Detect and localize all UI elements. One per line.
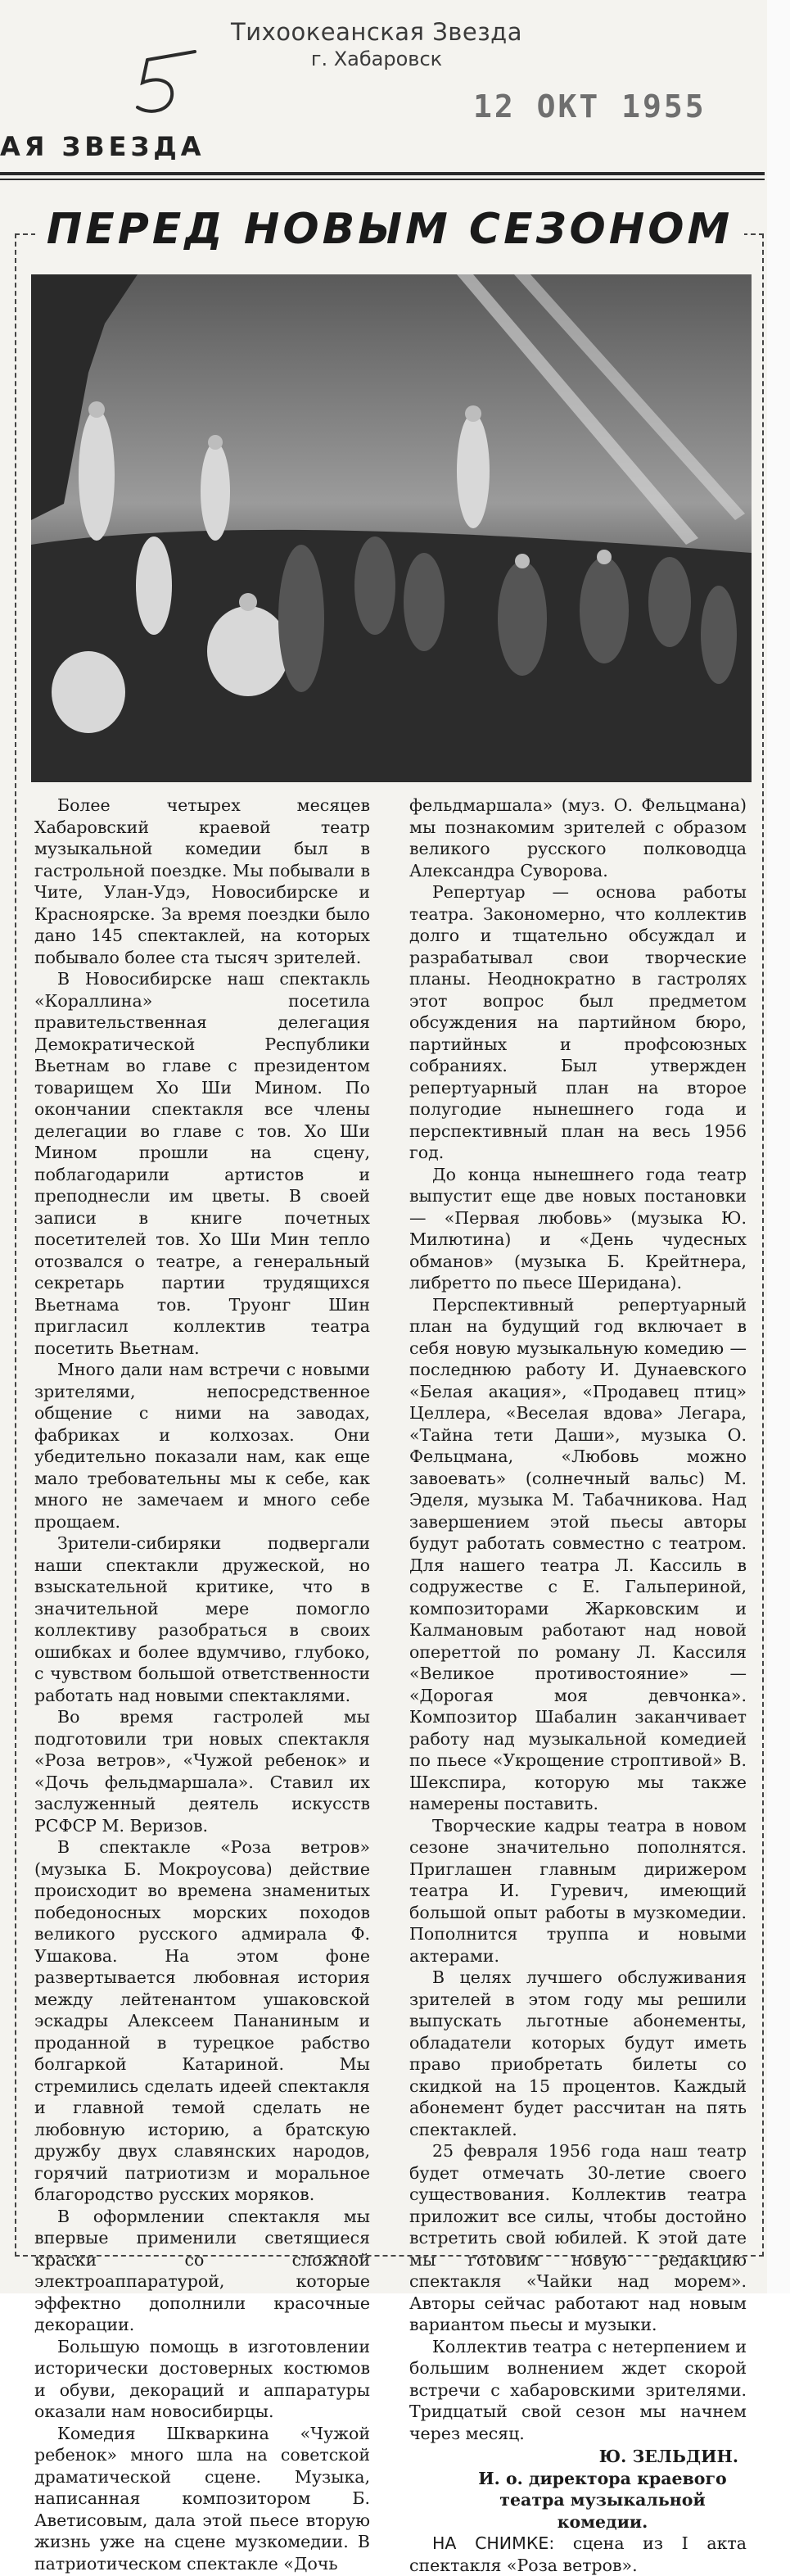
masthead-rule-thin	[0, 179, 765, 180]
paragraph: Во время гастролей мы подготовили три новых спектакля «Роза ветров», «Чужой ребенок» и «Дочь фельдмаршала». Ставил их заслуженный деятель искусств РСФСР М. Веризов.	[34, 1707, 370, 1836]
paragraph: В Новосибирске наш спектакль «Кораллина» посетила правительственная делегация Демократической Республики Вьетнам во главе с президентом товарищем Хо Ши Мином. По окончании спектакля все члены делегации во главе с тов. Хо Ши Мином прошли на сцену, поблагодарили артистов и преподнесли им цветы. В своей записи в книге почетных посетителей тов. Хо Ши Мин тепло отозвался о театре, а генеральный секретарь партии трудящихся Вьетнама тов. Труонг Шин пригласил коллектив театра посетить Вьетнам.	[34, 969, 370, 1358]
paragraph: Зрители-сибиряки подвергали наши спектакли дружеской, но взыскательной критике, что в значительной мере помогло коллективу разобраться в своих ошибках и более вдумчиво, глубоко, с чувством большой ответственности работать над новыми спектаклями.	[34, 1533, 370, 1705]
article-left-column	[34, 795, 370, 2574]
newspaper-city: г. Хабаровск	[310, 48, 443, 70]
paragraph: В целях лучшего обслуживания зрителей в этом году мы решили выпускать льготные абонементы, обладатели которых будут иметь право приобретать билеты со скидкой на 15 процентов. Каждый абонемент будет рассчитан на пять спектаклей.	[409, 1967, 747, 2139]
date-stamp: 12 ОКТ 1955	[473, 88, 706, 124]
paragraph: В оформлении спектакля мы впервые применили светящиеся краски со сложной электроаппаратурой, которые эффектно дополнили красочные декорации.	[34, 2206, 370, 2334]
article-headline: ПЕРЕД НОВЫМ СЕЗОНОМ	[16, 205, 763, 254]
paragraph: Более четырех месяцев Хабаровский краевой театр музыкальной комедии был в гастрольной поездке. Мы побывали в Чите, Улан-Удэ, Новосибирске и Красноярске. За время поездки было дано 145 спектаклей, на которых побывало более ста тысяч зрителей.	[34, 795, 370, 967]
caption-label: НА СНИМКЕ:	[432, 2533, 555, 2553]
paragraph: Коллектив театра с нетерпением и большим волнением ждет скорой встречи с хабаровскими зрителями. Тридцатый свой сезон мы начнем через месяц.	[409, 2336, 747, 2443]
newspaper-name: Тихоокеанская Звезда	[231, 18, 522, 46]
paragraph: Комедия Шкваркина «Чужой ребенок» много шла на советской драматической сцене. Музыка, написанная композитором Б. Аветисовым, дала этой пьесе вторую жизнь уже на сцене музкомедии. В патриотическом спектакле «Дочь	[34, 2423, 370, 2574]
paragraph: Большую помощь в изготовлении исторически достоверных костюмов и обуви, декораций и аппаратуры оказали нам новосибирцы.	[34, 2336, 370, 2421]
paragraph: фельдмаршала» (муз. О. Фельцмана) мы познакомим зрителей с образом великого русского полководца Александра Суворова.	[409, 795, 747, 881]
clipping-edge	[767, 0, 790, 2293]
handwritten-page-number	[123, 45, 201, 119]
paragraph: Репертуар — основа работы театра. Закономерно, что коллектив долго и тщательно обсуждал и разрабатывал свои творческие планы. Неоднократно в гастролях этот вопрос был предметом обсуждения на партийном бюро, партийных и профсоюзных собраниях. Был утвержден репертуарный план на второе полугодие нынешнего года и перспективный план на весь 1956 год.	[409, 882, 747, 1162]
author-role: И. о. директора краевого театра музыкальной комедии.	[478, 2468, 727, 2532]
paragraph: В спектакле «Роза ветров» (музыка Б. Мокроусова) действие происходит во времена знаменитых победоносных морских походов великого русского адмирала Ф. Ушакова. На этом фоне развертывается любовная история между лейтенантом ушаковской эскадры Алексеем Пананиным и проданной в турецкое рабство болгаркой Катариной. Мы стремились сделать идеей спектакля и главной темой сделать не любовную историю, а братскую дружбу двух славянских народов, горячий патриотизм и моральное благородство русских моряков.	[34, 1837, 370, 2204]
paragraph: До конца нынешнего года театр выпустит еще две новых постановки — «Первая любовь» (музыка Ю. Милютина) и «День чудесных обманов» (музыка Б. Крейтнера, либретто по пьесе Шеридана).	[409, 1164, 747, 1293]
paragraph: 25 февраля 1956 года наш театр будет отмечать 30-летие своего существования. Коллектив театра приложит все силы, чтобы достойно встретить свой юбилей. К этой дате мы готовим новую редакцию спектакля «Чайки над морем». Авторы сейчас работают над новым вариантом пьесы и музыки.	[409, 2141, 747, 2334]
paragraph: Творческие кадры театра в новом сезоне значительно пополнятся. Приглашен главным дирижером театра И. Гуревич, имеющий большой опыт работы в музкомедии. Пополнится труппа и новыми актерами.	[409, 1815, 747, 1966]
masthead-rule	[0, 172, 765, 175]
photo-caption	[409, 2533, 747, 2576]
newspaper-source-stamp	[205, 18, 548, 70]
paragraph: Много дали нам встречи с новыми зрителями, непосредственное общение с ними на заводах, фабриках и колхозах. Они убедительно показали нам, как еще мало требовательны мы к себе, как много не замечаем и много себе прощаем.	[34, 1360, 370, 1532]
caption-text: сцена из I акта спектакля «Роза ветров».	[409, 2533, 747, 2575]
masthead-fragment: АЯ ЗВЕЗДА	[0, 131, 205, 162]
stage-photo	[31, 274, 752, 782]
paragraph: Перспективный репертуарный план на будущий год включает в себя новую музыкальную комедию — последнюю работу И. Дунаевского «Белая акация», «Продавец птиц» Целлера, «Веселая вдова» Легара, «Тайна тети Даши», музыка О. Фельцмана, «Любовь можно завоевать» (солнечный вальс) М. Эделя, музыка М. Табачникова. Над завершением этой пьесы авторы будут работать совместно с театром. Для нашего театра Л. Кассиль в содружестве с Е. Гальпериной, композиторами Жарковским и Калмановым работают над новой опереттой по роману Л. Кассиля «Великое противостояние» — «Дорогая моя девчонка». Композитор Шабалин заканчивает работу над музыкальной комедией по пьесе «Укрощение строптивой» В. Шекспира, которую мы также намерены поставить.	[409, 1294, 747, 1813]
author-signature: Ю. ЗЕЛЬДИН.	[598, 2447, 738, 2466]
article-right-column	[409, 795, 747, 2576]
